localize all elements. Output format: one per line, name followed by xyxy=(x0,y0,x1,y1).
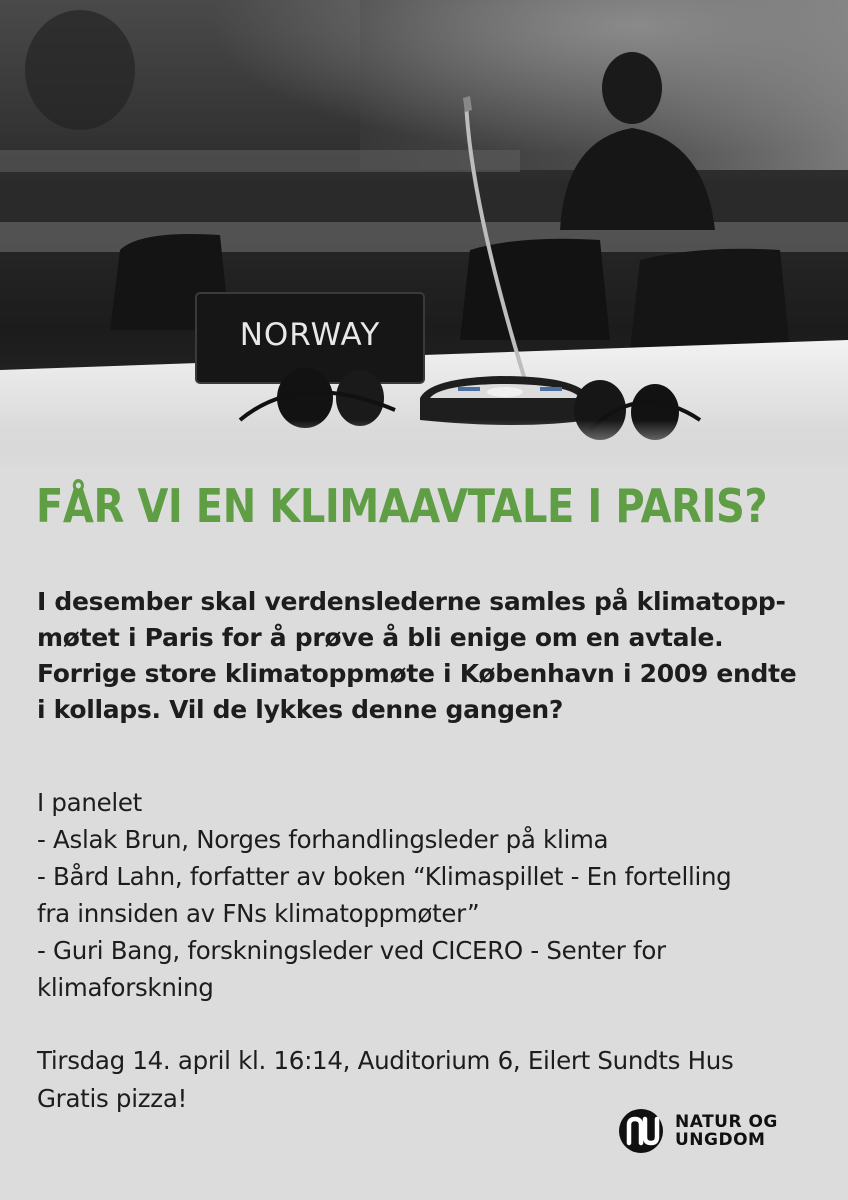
headline: FÅR VI EN KLIMAAVTALE I PARIS? xyxy=(36,479,768,533)
panel-heading: I panelet xyxy=(37,788,142,817)
event-time-place: Tirsdag 14. april kl. 16:14, Auditorium 6, Eilert Sundts Hus xyxy=(37,1046,734,1075)
nameplate-text: NORWAY xyxy=(239,317,381,353)
natur-og-ungdom-logo xyxy=(617,1107,817,1155)
logo-mark-icon xyxy=(617,1107,667,1155)
logo-text xyxy=(675,1113,778,1149)
intro-paragraph xyxy=(37,584,817,728)
panel-line: fra innsiden av FNs klimatoppmøter” xyxy=(37,899,480,928)
panel-line: - Guri Bang, forskningsleder ved CICERO - Senter for xyxy=(37,936,666,965)
logo-text-line1: NATUR OG xyxy=(675,1112,778,1132)
intro-line: i kollaps. Vil de lykkes denne gangen? xyxy=(37,695,564,724)
panel-list xyxy=(37,784,827,1006)
logo-text-line2: UNGDOM xyxy=(675,1130,766,1150)
intro-line: I desember skal verdenslederne samles på klimatopp- xyxy=(37,587,786,616)
event-note: Gratis pizza! xyxy=(37,1084,188,1113)
panel-line: klimaforskning xyxy=(37,973,214,1002)
intro-line: Forrige store klimatoppmøte i København i 2009 endte xyxy=(37,659,797,688)
panel-line: - Aslak Brun, Norges forhandlingsleder på klima xyxy=(37,825,609,854)
panel-line: - Bård Lahn, forfatter av boken “Klimaspillet - En fortelling xyxy=(37,862,732,891)
header-photo xyxy=(0,0,848,470)
conference-photo xyxy=(0,0,848,470)
intro-line: møtet i Paris for å prøve å bli enige om en avtale. xyxy=(37,623,724,652)
